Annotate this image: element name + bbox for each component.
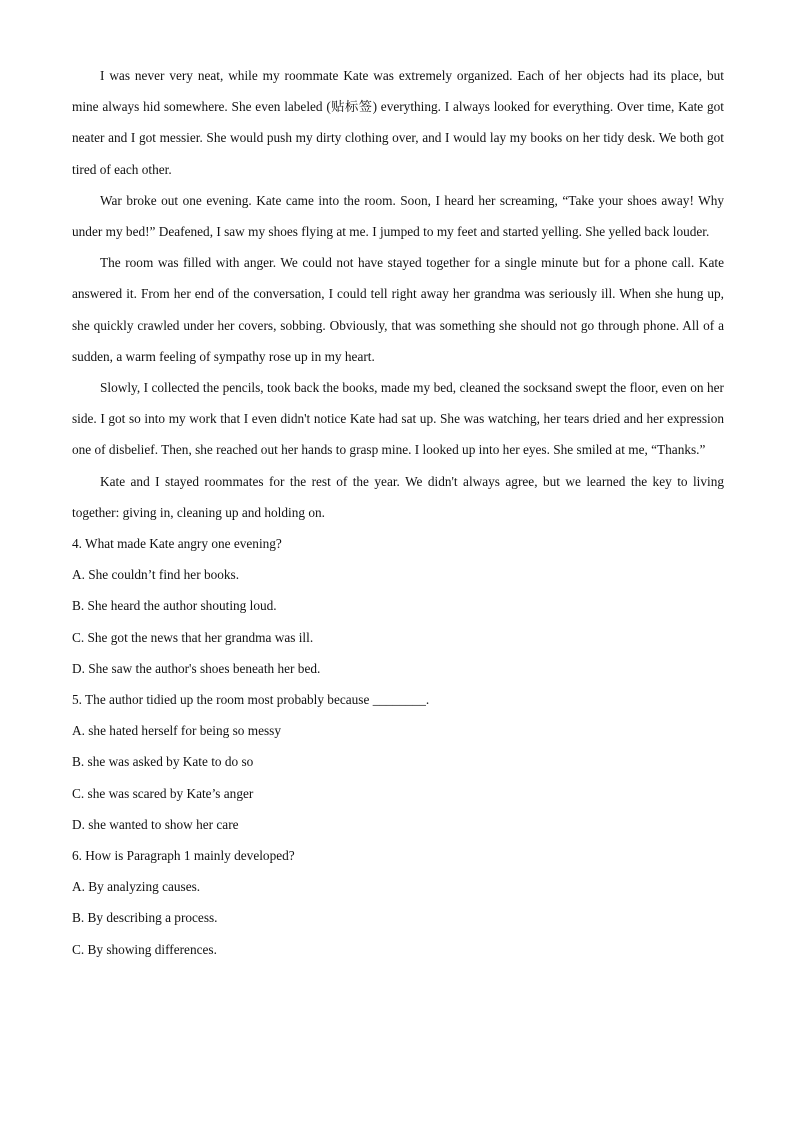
answer-option-c: C. By showing differences. bbox=[72, 941, 217, 957]
passage-paragraph-4: Slowly, I collected the pencils, took back the books, made my bed, cleaned the socksand swept the floor, even on her side. I got so into my work that I even didn't notice Kate had sat up. She was watching, her tears dried and her expression one of disbelief. Then, she reached out her hands to grasp mine. I looked up into her eyes. She smiled at me, “Thanks.” bbox=[72, 380, 724, 458]
question-stem: 6. How is Paragraph 1 mainly developed? bbox=[72, 848, 295, 864]
answer-option-c: C. she was scared by Kate’s anger bbox=[72, 785, 254, 801]
question-stem: 5. The author tidied up the room most probably because ________. bbox=[72, 692, 430, 708]
passage-paragraph-3: The room was filled with anger. We could not have stayed together for a single minute but for a phone call. Kate answered it. From her end of the conversation, I could tell right away her grandma was seriously ill. When she hung up, she quickly crawled under her covers, sobbing. Obviously, that was something she should not go through phone. All of a sudden, a warm feeling of sympathy rose up in my heart. bbox=[72, 255, 724, 364]
answer-option-b: B. she was asked by Kate to do so bbox=[72, 754, 254, 770]
passage-paragraph-1: I was never very neat, while my roommate Kate was extremely organized. Each of her objects had its place, but mine always hid somewhere. She even labeled (贴标签) everything. I always looked for everything. Over time, Kate got neater and I got messier. She would push my dirty clothing over, and I would lay my books on her tidy desk. We both got tired of each other. bbox=[72, 68, 724, 177]
question-5 bbox=[72, 684, 724, 840]
answer-option-b: B. She heard the author shouting loud. bbox=[72, 598, 277, 614]
answer-option-d: D. she wanted to show her care bbox=[72, 816, 239, 832]
question-4 bbox=[72, 528, 724, 684]
question-stem: 4. What made Kate angry one evening? bbox=[72, 536, 282, 552]
question-6 bbox=[72, 840, 724, 965]
document-page bbox=[72, 60, 724, 965]
answer-option-c: C. She got the news that her grandma was ill. bbox=[72, 629, 314, 645]
answer-option-b: B. By describing a process. bbox=[72, 910, 218, 926]
answer-option-a: A. By analyzing causes. bbox=[72, 879, 201, 895]
answer-option-d: D. She saw the author's shoes beneath her bed. bbox=[72, 660, 321, 676]
answer-option-a: A. she hated herself for being so messy bbox=[72, 723, 282, 739]
passage-paragraph-2: War broke out one evening. Kate came into the room. Soon, I heard her screaming, “Take your shoes away! Why under my bed!” Deafened, I saw my shoes flying at me. I jumped to my feet and started yelling. She yelled back louder. bbox=[72, 192, 724, 240]
passage-paragraph-5: Kate and I stayed roommates for the rest of the year. We didn't always agree, but we learned the key to living together: giving in, cleaning up and holding on. bbox=[72, 473, 724, 520]
answer-option-a: A. She couldn’t find her books. bbox=[72, 567, 240, 583]
